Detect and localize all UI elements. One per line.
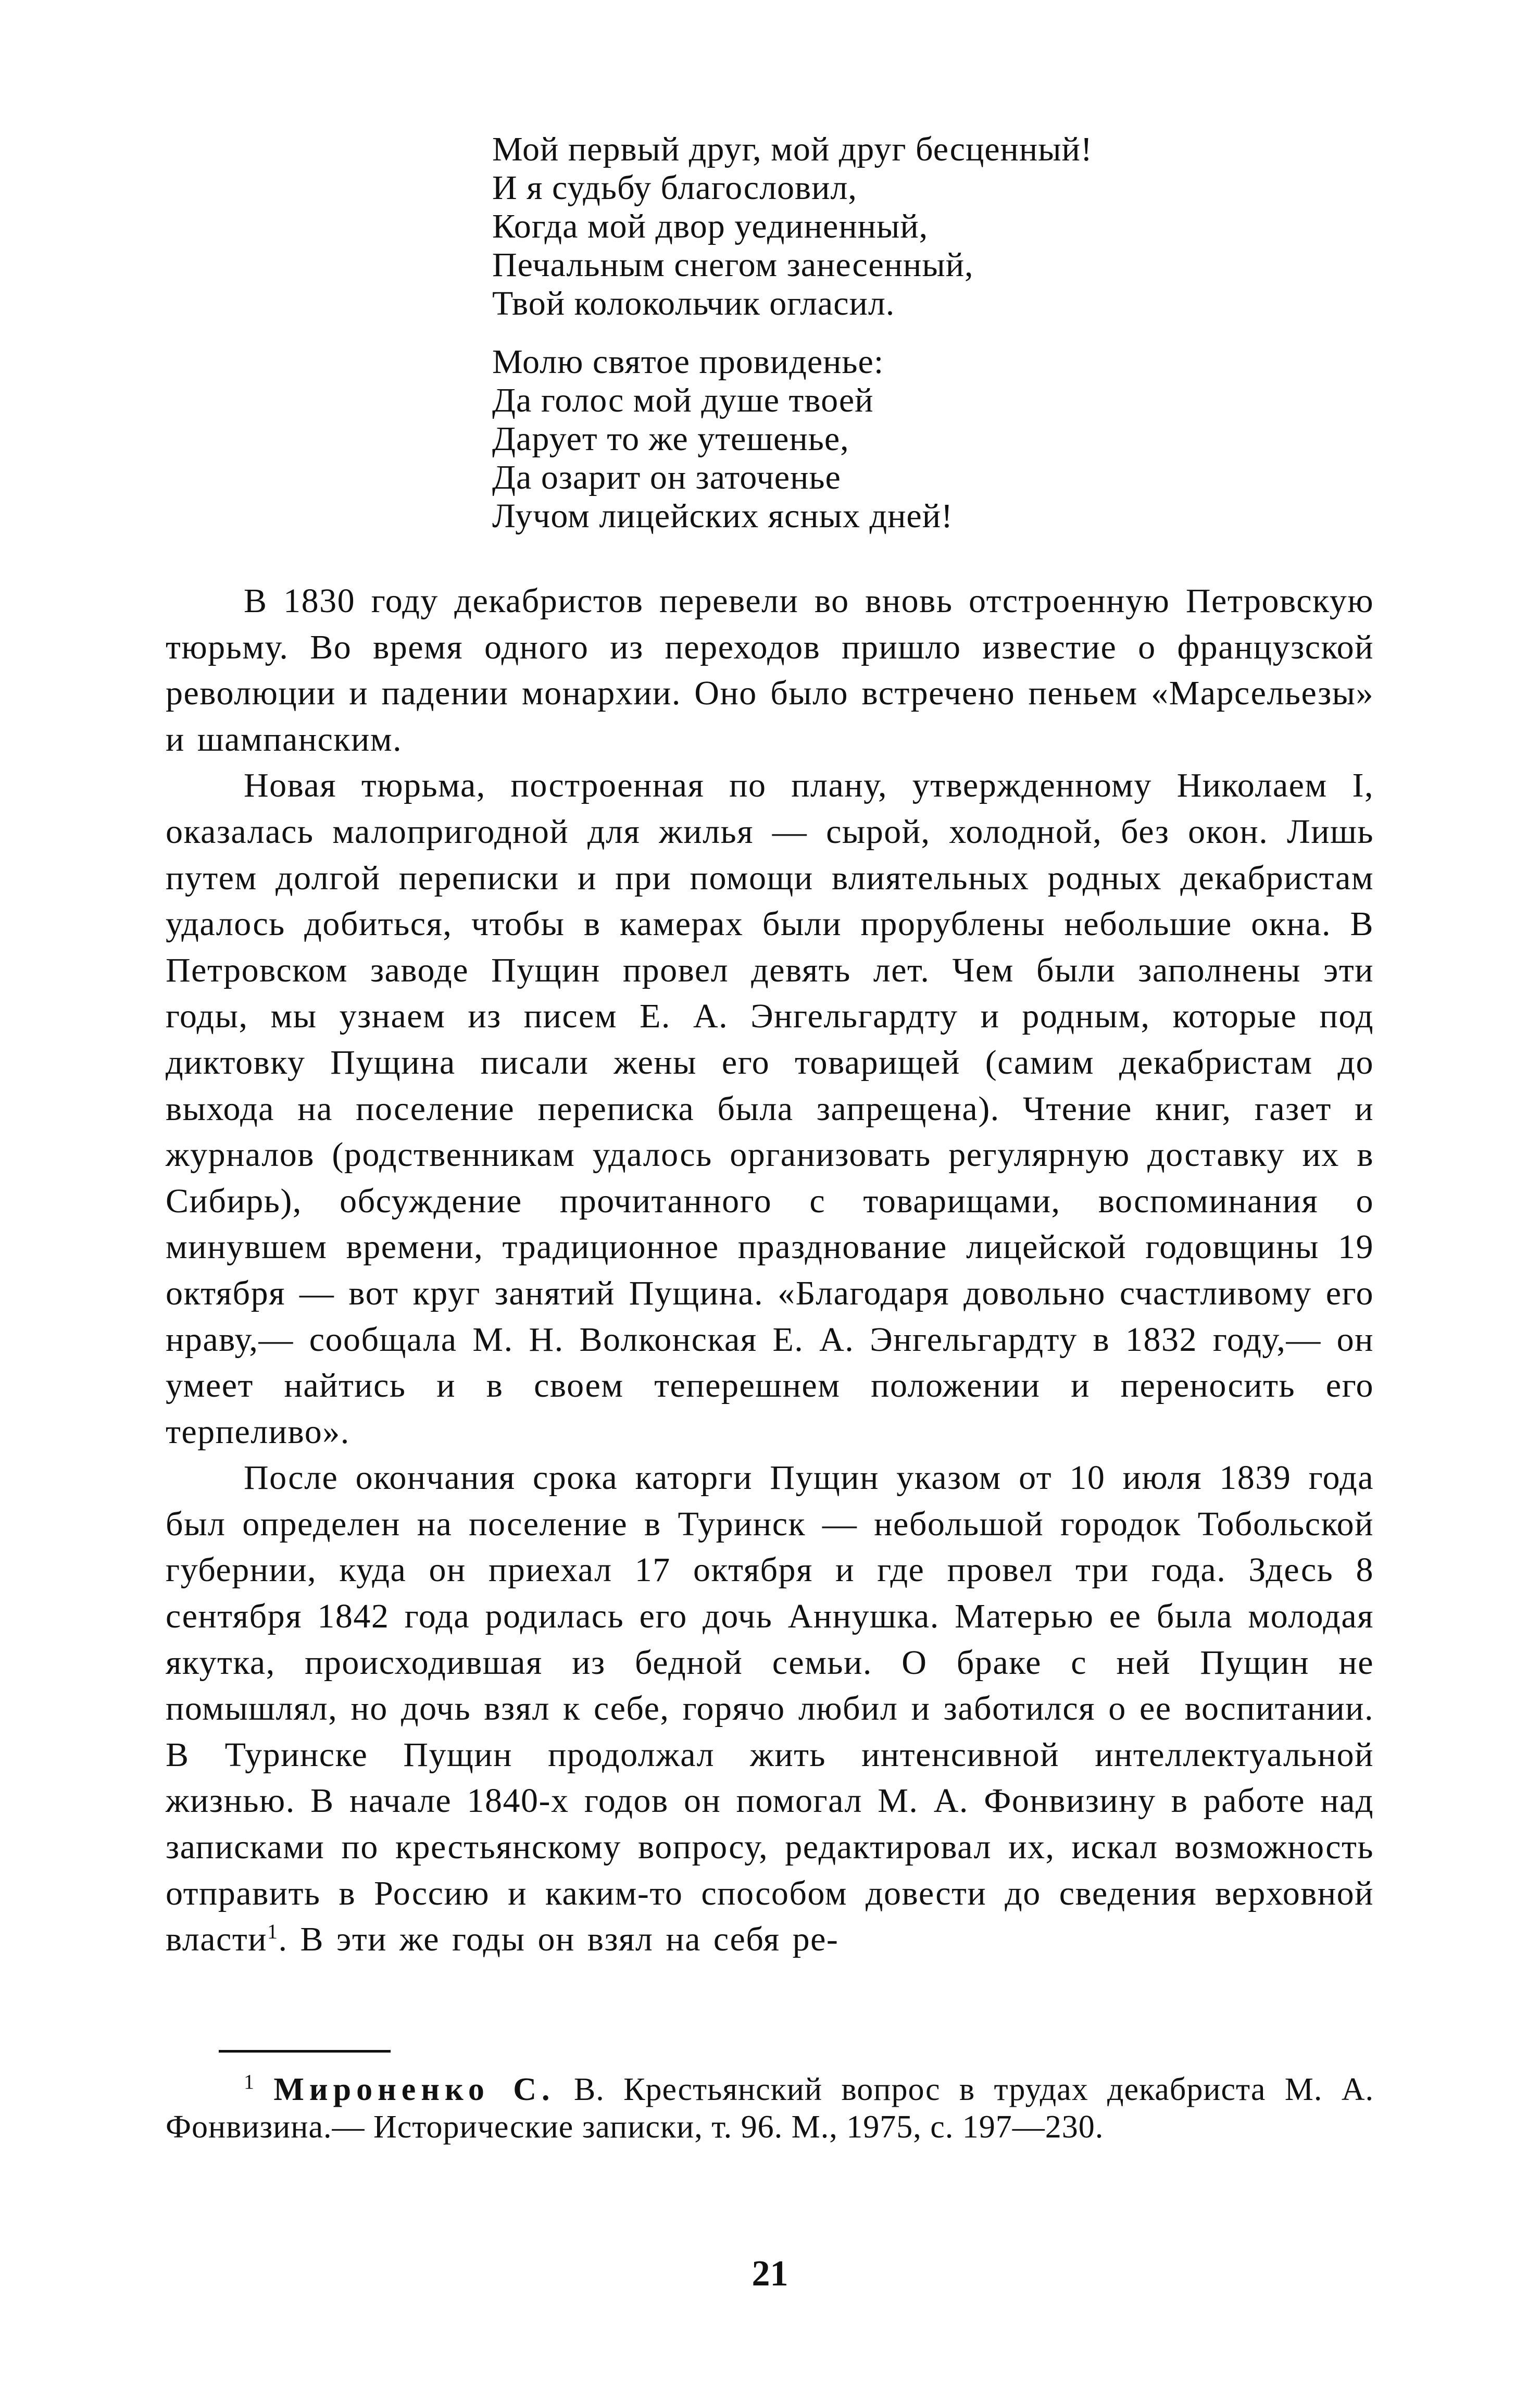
poem-line: Мой первый друг, мой друг бесценный! xyxy=(492,130,1093,168)
poem-stanza-2 xyxy=(492,343,1378,536)
footnote-divider xyxy=(219,2050,391,2053)
footnote xyxy=(166,2071,1374,2146)
paragraph-3-tail: . В эти же годы он взял на себя ре- xyxy=(278,1920,839,1959)
poem-line: Когда мой двор уединенный, xyxy=(492,207,929,245)
poem-line: Твой колокольчик огласил. xyxy=(492,284,895,322)
poem-line: И я судьбу благословил, xyxy=(492,169,857,207)
paragraph-3 xyxy=(166,1455,1374,1963)
poem-line: Дарует то же утешенье, xyxy=(492,420,849,458)
paragraph-1: В 1830 году декабристов перевели во вновь отстроенную Петровскую тюрьму. Во время одного из переходов пришло известие о французской революции и падении монархии. Оно было встречено пеньем «Марсельезы» и шампанским. xyxy=(166,582,1374,759)
page-number: 21 xyxy=(752,2254,788,2294)
poem-line: Молю святое провиденье: xyxy=(492,343,884,381)
poem-line: Да озарит он заточенье xyxy=(492,458,841,496)
body-text xyxy=(166,578,1374,1963)
footnote-marker: 1 xyxy=(244,2070,255,2094)
footnote-author: Мироненко С. xyxy=(273,2072,555,2107)
poem-line: Лучом лицейских ясных дней! xyxy=(492,497,953,535)
paragraph-2: Новая тюрьма, построенная по плану, утвержденному Николаем I, оказалась малопригодной для жилья — сырой, холодной, без окон. Лишь путем долгой переписки и при помощи влиятельных родных декабристам удалось добиться, чтобы в камерах были прорублены небольшие окна. В Петровском заводе Пущин провел девять лет. Чем были заполнены эти годы, мы узнаем из писем Е. А. Энгельгардту и родным, которые под диктовку Пущина писали жены его товарищей (самим декабристам до выхода на поселение переписка была запрещена). Чтение книг, газет и журналов (родственникам удалось организовать регулярную доставку их в Сибирь), обсуждение прочитанного с товарищами, воспоминания о минувшем времени, традиционное празднование лицейской годовщины 19 октября — вот круг занятий Пущина. «Благодаря довольно счастливому его нраву,— сообщала М. Н. Волконская Е. А. Энгельгардту в 1832 году,— он умеет найтись и в своем теперешнем положении и переносить его терпеливо». xyxy=(166,766,1374,1451)
footnote-citation: В. Крестьянский вопрос в трудах декабриста М. А. Фонвизина.— Исторические записки, т. 96. М., 1975, с. 197—230. xyxy=(166,2072,1374,2145)
footnote-text xyxy=(166,2071,1374,2146)
poem-stanza-1 xyxy=(492,130,1378,323)
poem-line: Да голос мой душе твоей xyxy=(492,381,874,419)
poem-line: Печальным снегом занесенный, xyxy=(492,246,974,284)
poem-epigraph xyxy=(492,130,1378,536)
paragraph-3-text: После окончания срока каторги Пущин указом от 10 июля 1839 года был определен на поселение в Туринск — небольшой городок Тобольской губернии, куда он приехал 17 октября и где провел три года. Здесь 8 сентября 1842 года родилась его дочь Аннушка. Матерью ее была молодая якутка, происходившая из бедной семьи. О браке с ней Пущин не помышлял, но дочь взял к себе, горячо любил и заботился о ее воспитании. В Туринске Пущин продолжал жить интенсивной интеллектуальной жизнью. В начале 1840-х годов он помогал М. А. Фонвизину в работе над записками по крестьянскому вопросу, редактировал их, искал возможность отправить в Россию и каким-то способом довести до сведения верховной власти xyxy=(166,1459,1374,1959)
footnote-reference[interactable]: 1 xyxy=(267,1920,279,1944)
